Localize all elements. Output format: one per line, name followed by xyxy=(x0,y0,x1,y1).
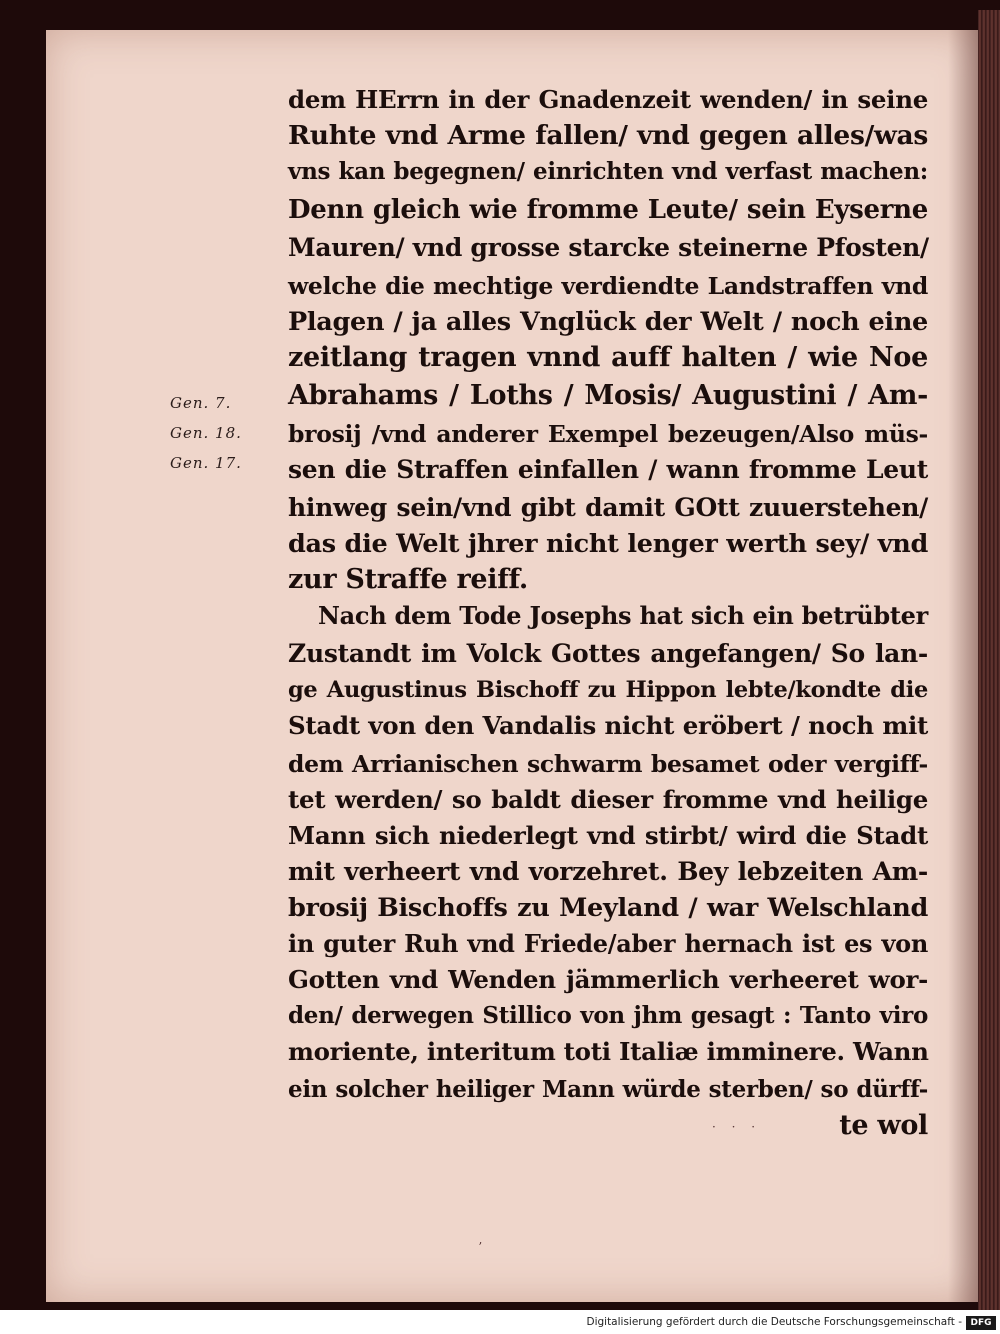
text-line: brosij /vnd anderer Exempel bezeugen/Also müs- xyxy=(288,420,928,448)
text-line: in guter Ruh vnd Friede/aber hernach ist es von xyxy=(288,929,928,958)
margin-note-gen-7: Gen. 7. xyxy=(170,394,232,412)
text-line: das die Welt jhrer nicht lenger werth sey/ vnd xyxy=(288,529,928,559)
text-line: moriente, interitum toti Italiæ imminere. Wann xyxy=(288,1037,929,1066)
book-page-edges xyxy=(978,10,1000,1310)
book-top-edge xyxy=(40,0,1000,30)
text-line: den/ derwegen Stillico von jhm gesagt : Tanto viro xyxy=(288,1002,928,1029)
text-line: dem Arrianischen schwarm besamet oder vergiff- xyxy=(288,750,928,778)
text-line: Mann sich niederlegt vnd stirbt/ wird die Stadt xyxy=(288,821,928,850)
text-line: zur Straffe reiff. xyxy=(288,564,529,595)
text-line: tet werden/ so baldt dieser fromme vnd heilige xyxy=(288,785,928,814)
text-line: mit verheert vnd vorzehret. Bey lebzeiten Am- xyxy=(288,857,928,886)
text-line: zeitlang tragen vnnd auff halten / wie Noe xyxy=(288,342,928,373)
text-line: hinweg sein/vnd gibt damit GOtt zuuerstehen/ xyxy=(288,493,928,522)
text-line: dem HErrn in der Gnadenzeit wenden/ in seine xyxy=(288,85,928,114)
text-line: Plagen / ja alles Vnglück der Welt / noch eine xyxy=(288,307,928,337)
text-line: sen die Straffen einfallen / wann fromme Leut xyxy=(288,455,928,484)
text-line: Abrahams / Loths / Mosis/ Augustini / Am- xyxy=(288,380,928,411)
paragraph-start-line: Nach dem Tode Josephs hat sich ein betrübter xyxy=(318,601,928,630)
text-line: Ruhte vnd Arme fallen/ vnd gegen alles/was xyxy=(288,120,928,151)
text-line: Gotten vnd Wenden jämmerlich verheeret wor- xyxy=(288,965,928,994)
text-line: Zustandt im Volck Gottes angefangen/ So lan- xyxy=(288,639,928,668)
catchword: te wol xyxy=(839,1110,928,1141)
ink-mark: ʼ xyxy=(478,1240,482,1254)
text-line: Mauren/ vnd grosse starcke steinerne Pfosten/ xyxy=(288,233,929,262)
text-line: Denn gleich wie fromme Leute/ sein Eyserne xyxy=(288,195,928,225)
margin-note-gen-17: Gen. 17. xyxy=(170,454,242,472)
margin-note-gen-18: Gen. 18. xyxy=(170,424,242,442)
text-line: ge Augustinus Bischoff zu Hippon lebte/kondte die xyxy=(288,677,928,703)
digitization-footer xyxy=(0,1314,1000,1334)
dfg-logo: DFG xyxy=(966,1316,996,1330)
ink-smudge: · · · xyxy=(712,1120,762,1134)
text-line: Stadt von den Vandalis nicht eröbert / noch mit xyxy=(288,711,928,740)
text-line: ein solcher heiliger Mann würde sterben/ so dürff- xyxy=(288,1076,928,1103)
text-line: welche die mechtige verdiendte Landstraffen vnd xyxy=(288,272,928,300)
text-line: vns kan begegnen/ einrichten vnd verfast machen: xyxy=(288,158,928,185)
text-line: brosij Bischoffs zu Meyland / war Welschland xyxy=(288,893,928,923)
footer-credit: Digitalisierung gefördert durch die Deutsche Forschungsgemeinschaft - xyxy=(586,1316,962,1328)
